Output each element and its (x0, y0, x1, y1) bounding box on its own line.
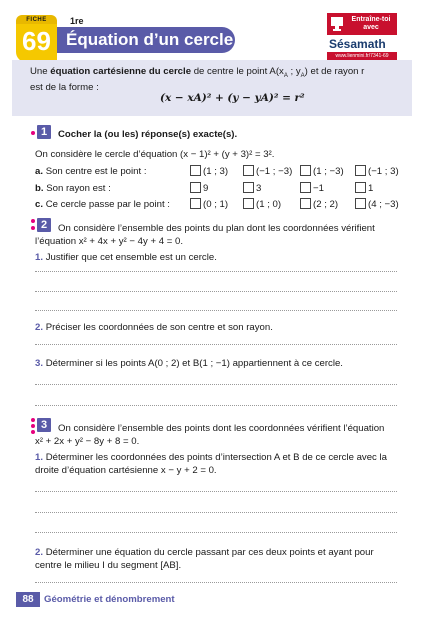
row-letter: b. (35, 183, 44, 194)
option-label: 9 (203, 183, 209, 194)
answer-line[interactable] (35, 532, 397, 533)
ex2-line2: l’équation x² + 4x + y² − 4y + 4 = 0. (35, 236, 183, 247)
sesamath-logo[interactable]: Sésamath (329, 37, 386, 51)
checkbox[interactable] (190, 182, 201, 193)
definition-text: Une équation cartésienne du cercle de centre le point $A(x_A$ ; $y_A$) et de rayon r est de la forme : (30, 66, 365, 93)
option-label: (1 ; 3) (203, 166, 229, 177)
option-label: (4 ; −3) (368, 199, 399, 210)
option-label: (0 ; 1) (203, 199, 229, 210)
fiche-number: 69 (22, 26, 51, 56)
ex2-q1: 1. Justifier que cet ensemble est un cercle. (35, 252, 217, 263)
answer-line[interactable] (35, 491, 397, 492)
row-label: Son rayon est : (46, 183, 111, 194)
option-label: −1 (313, 183, 324, 194)
row-letter: c. (35, 199, 44, 210)
row-label: Son centre est le point : (45, 166, 147, 177)
option-label: (−1 ; 3) (368, 166, 399, 177)
level-label: 1re (70, 16, 84, 26)
option-label: (1 ; 0) (256, 199, 282, 210)
option-label: 3 (256, 183, 262, 194)
answer-line[interactable] (35, 344, 397, 345)
checkbox[interactable] (355, 165, 366, 176)
ex3-q2: 2. Déterminer une équation du cercle passant par ces deux points et ayant pour (35, 547, 374, 558)
checkbox[interactable] (243, 198, 254, 209)
fiche-label: FICHE (16, 15, 57, 25)
option-label: (1 ; −3) (313, 166, 344, 177)
option-label: 1 (368, 183, 374, 194)
answer-line[interactable] (35, 512, 397, 513)
checkbox[interactable] (243, 165, 254, 176)
checkbox[interactable] (355, 182, 366, 193)
ex2-number: 2 (37, 218, 51, 232)
answer-line[interactable] (35, 310, 397, 311)
monitor-icon (330, 16, 344, 32)
answer-line[interactable] (35, 291, 397, 292)
checkbox[interactable] (300, 182, 311, 193)
chapter-title: Géométrie et dénombrement (44, 594, 175, 605)
checkbox[interactable] (190, 198, 201, 209)
ex3-q2-cont: centre le milieu I du segment [AB]. (35, 560, 182, 571)
ex2-line1: On considère l’ensemble des points du plan dont les coordonnées vérifient (58, 223, 375, 234)
option-label: (2 ; 2) (313, 199, 339, 210)
row-label: Ce cercle passe par le point : (45, 199, 170, 210)
option-label: (−1 ; −3) (256, 166, 293, 177)
ex1-instruction: Cocher la (ou les) réponse(s) exacte(s). (58, 129, 238, 140)
ex2-q2: 2. Préciser les coordonnées de son centre et son rayon. (35, 322, 273, 333)
checkbox[interactable] (355, 198, 366, 209)
sesamath-link[interactable]: www.lienmini.fr/7341-69 (327, 52, 397, 61)
ex1-prompt: On considère le cercle d’équation (x − 1)² + (y + 3)² = 3². (35, 149, 275, 160)
page-number: 88 (16, 592, 40, 607)
sesamath-tagline: Entraîne-toi avec (351, 16, 391, 31)
circle-formula: (x − xA)² + (y − yA)² = r² (160, 92, 305, 104)
checkbox[interactable] (243, 182, 254, 193)
checkbox[interactable] (300, 198, 311, 209)
answer-line[interactable] (35, 405, 397, 406)
ex3-number: 3 (37, 418, 51, 432)
ex3-q1-cont: droite d’équation cartésienne x − y + 2 = 0. (35, 465, 217, 476)
answer-line[interactable] (35, 384, 397, 385)
answer-line[interactable] (35, 271, 397, 272)
row-letter: a. (35, 166, 44, 177)
ex3-q1: 1. Déterminer les coordonnées des points d’intersection A et B de ce cercle avec la (35, 452, 387, 463)
ex3-line1: On considère l’ensemble des points dont les coordonnées vérifient l’équation (58, 423, 385, 434)
ex2-q3: 3. Déterminer si les points A(0 ; 2) et B(1 ; −1) appartiennent à ce cercle. (35, 358, 343, 369)
checkbox[interactable] (300, 165, 311, 176)
page-title: Équation d’un cercle (66, 30, 234, 49)
answer-line[interactable] (35, 582, 397, 583)
ex3-line2: x² + 2x + y² − 8y + 8 = 0. (35, 436, 140, 447)
ex1-number: 1 (37, 125, 51, 139)
checkbox[interactable] (190, 165, 201, 176)
